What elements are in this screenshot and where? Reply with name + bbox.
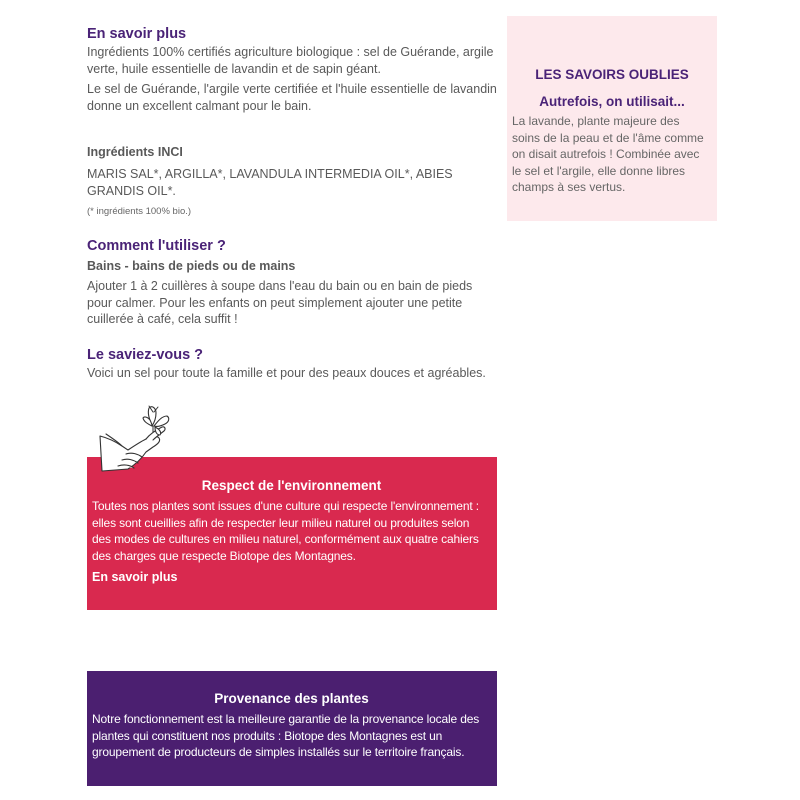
section-inci <box>87 144 497 218</box>
section-comment-utiliser <box>87 236 497 328</box>
usage-subtitle: Bains - bains de pieds ou de mains <box>87 259 296 273</box>
sidebar-subheading: Autrefois, on utilisait... <box>539 94 685 109</box>
provenance-box-title: Provenance des plantes <box>214 691 369 706</box>
provenance-box-text: Notre fonctionnement est la meilleure garantie de la provenance locale des plantes qui constituent nos produits : Biotope des Montagnes est un groupement de producteurs de simples installés sur le territoire français. <box>92 712 480 759</box>
saviez-paragraph: Voici un sel pour toute la famille et pour des peaux douces et agréables. <box>87 365 486 380</box>
main-content <box>87 24 497 381</box>
section-title-en-savoir-plus: En savoir plus <box>87 26 187 42</box>
environment-box-title: Respect de l'environnement <box>201 478 382 493</box>
sidebar-heading: LES SAVOIRS OUBLIES <box>535 67 689 82</box>
hand-with-butterfly-icon <box>98 402 178 474</box>
section-title-comment-utiliser: Comment l'utiliser ? <box>87 238 226 254</box>
sidebar-text: La lavande, plante majeure des soins de la peau et de l'âme comme on disait autrefois ! Combinée avec le sel et l'argile, elle donne libres champs à ses vertus. <box>512 114 704 194</box>
section-title-le-saviez-vous: Le saviez-vous ? <box>87 346 204 363</box>
section-le-saviez-vous <box>87 345 497 382</box>
environment-box-text: Toutes nos plantes sont issues d'une culture qui respecte l'environnement : elles sont cueillies afin de respecter leur milieu naturel ou produites selon des modes de cultures en milieu naturel, conformément aux quatre cahiers des charges que respecte Biotope des Montagnes. <box>92 499 479 563</box>
usage-paragraph: Ajouter 1 à 2 cuillères à soupe dans l'eau du bain ou en bain de pieds pour calmer. Pour les enfants on peut simplement ajouter une petite cuillerée à café, cela suffit ! <box>87 279 473 326</box>
inci-list: MARIS SAL*, ARGILLA*, LAVANDULA INTERMEDIA OIL*, ABIES GRANDIS OIL*. <box>87 167 453 198</box>
ingredients-paragraph: Ingrédients 100% certifiés agriculture biologique : sel de Guérande, argile verte, huile essentielle de lavandin et de sapin géant. <box>87 45 494 76</box>
environment-box <box>87 457 497 610</box>
calmant-paragraph: Le sel de Guérande, l'argile verte certifiée et l'huile essentielle de lavandin donne un excellent calmant pour le bain. <box>87 82 497 113</box>
provenance-box <box>87 671 497 786</box>
inci-title: Ingrédients INCI <box>87 145 183 159</box>
section-en-savoir-plus <box>87 24 497 114</box>
inci-note: (* ingrédients 100% bio.) <box>87 206 192 217</box>
sidebar-savoirs-oublies <box>507 16 717 221</box>
en-savoir-plus-link[interactable]: En savoir plus <box>92 570 178 584</box>
